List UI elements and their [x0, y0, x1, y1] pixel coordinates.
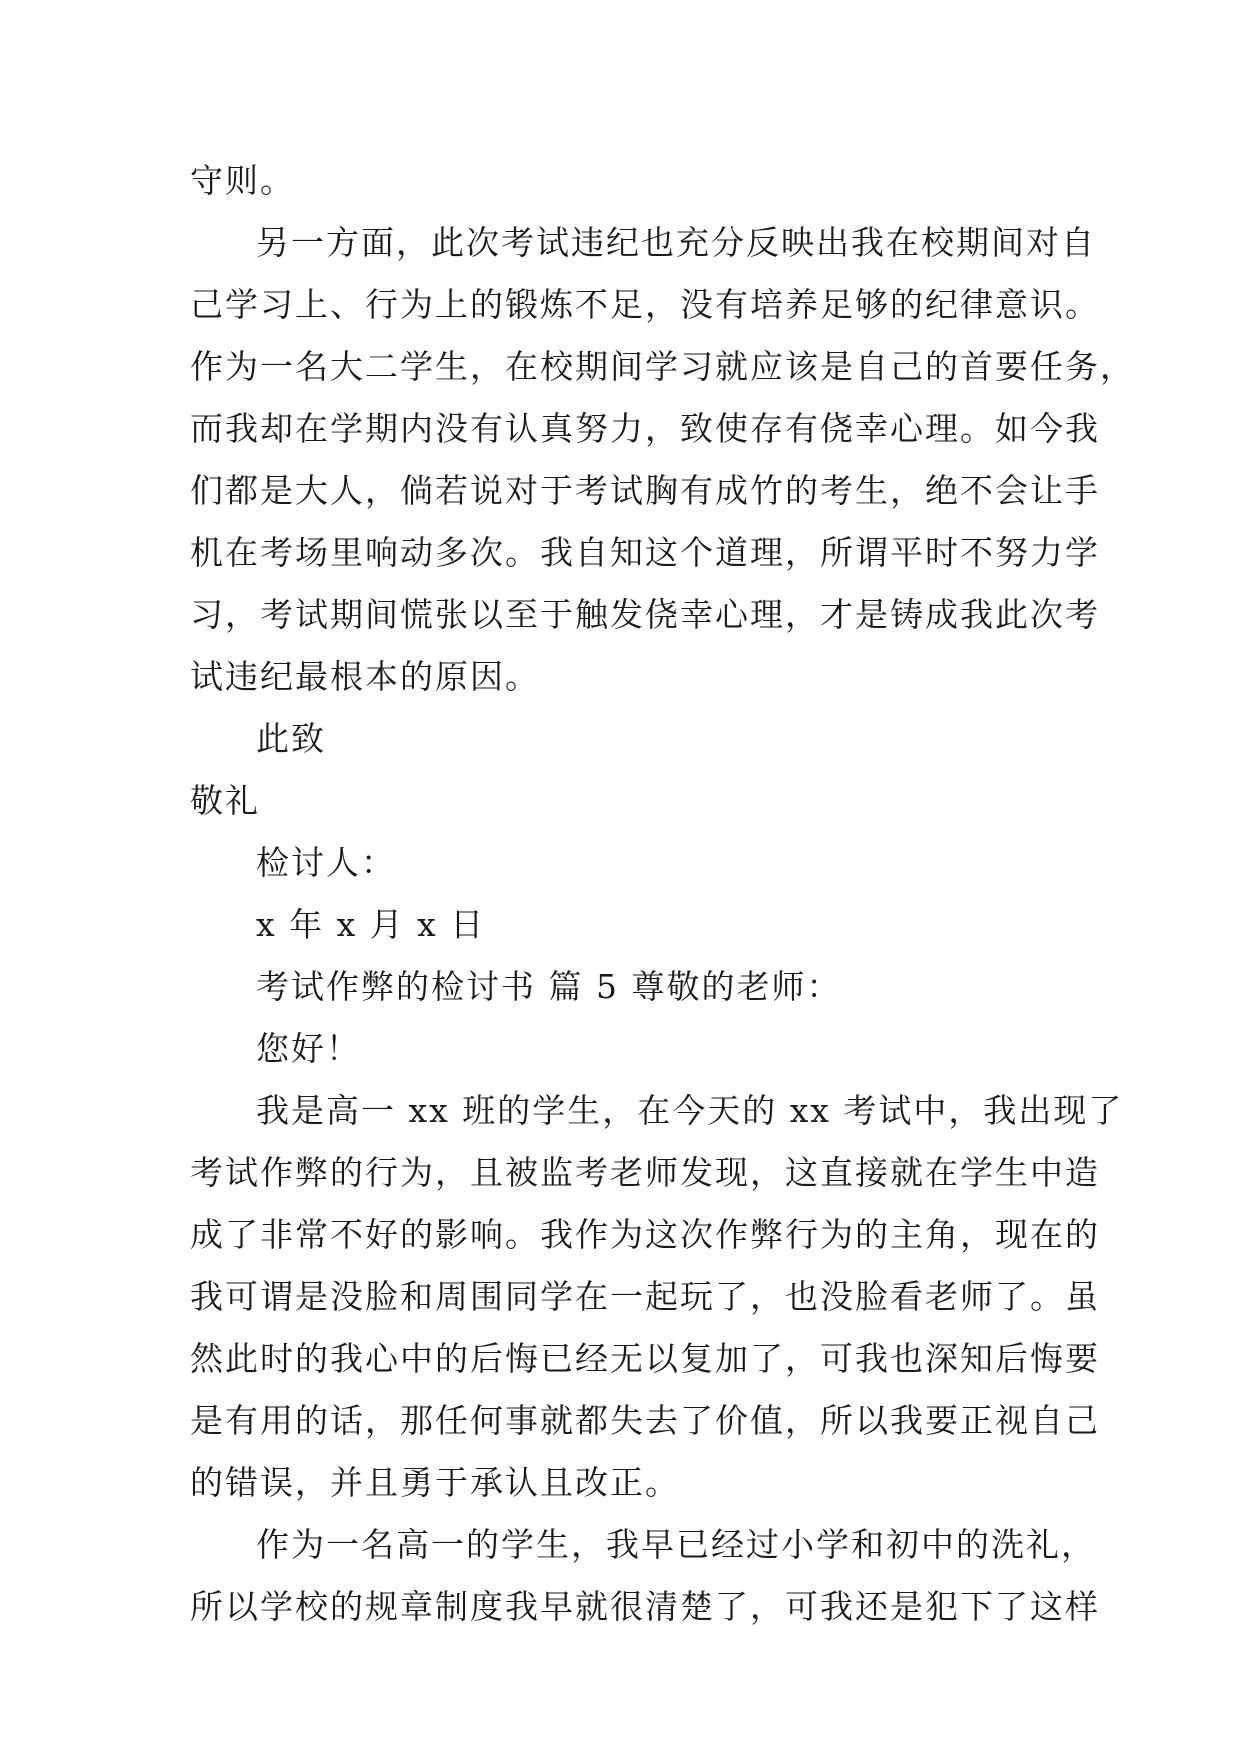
paragraph-line: 然此时的我心中的后悔已经无以复加了，可我也深知后悔要 — [190, 1339, 1100, 1378]
paragraph-line: 的错误，并且勇于承认且改正。 — [190, 1463, 680, 1502]
closing-line: 此致 — [256, 719, 326, 758]
date-line: x 年 x 月 x 日 — [256, 905, 486, 944]
paragraph-line: 己学习上、行为上的锻炼不足，没有培养足够的纪律意识。 — [190, 285, 1100, 324]
greeting-line: 您好！ — [256, 1029, 361, 1068]
closing-salute: 敬礼 — [190, 781, 260, 820]
paragraph-line: 试违纪最根本的原因。 — [190, 657, 540, 696]
paragraph-line: 守则。 — [190, 161, 295, 200]
paragraph-line: 是有用的话，那任何事就都失去了价值，所以我要正视自己 — [190, 1401, 1100, 1440]
paragraph-line: 所以学校的规章制度我早就很清楚了，可我还是犯下了这样 — [190, 1587, 1100, 1626]
paragraph-line: 我可谓是没脸和周围同学在一起玩了，也没脸看老师了。虽 — [190, 1277, 1100, 1316]
paragraph-line: 作为一名大二学生，在校期间学习就应该是自己的首要任务， — [190, 347, 1135, 386]
section-heading: 考试作弊的检讨书 篇 5 尊敬的老师： — [256, 967, 842, 1006]
paragraph-line: 另一方面，此次考试违纪也充分反映出我在校期间对自 — [256, 223, 1096, 262]
paragraph-line: 机在考场里响动多次。我自知这个道理，所谓平时不努力学 — [190, 533, 1100, 572]
paragraph-line: 习，考试期间慌张以至于触发侥幸心理，才是铸成我此次考 — [190, 595, 1100, 634]
paragraph-line: 而我却在学期内没有认真努力，致使存有侥幸心理。如今我 — [190, 409, 1100, 448]
signature-label: 检讨人： — [256, 843, 396, 882]
paragraph-line: 成了非常不好的影响。我作为这次作弊行为的主角，现在的 — [190, 1215, 1100, 1254]
paragraph-line: 作为一名高一的学生，我早已经过小学和初中的洗礼， — [256, 1525, 1096, 1564]
paragraph-line: 我是高一 xx 班的学生，在今天的 xx 考试中，我出现了 — [256, 1091, 1124, 1130]
paragraph-line: 考试作弊的行为，且被监考老师发现，这直接就在学生中造 — [190, 1153, 1100, 1192]
paragraph-line: 们都是大人，倘若说对于考试胸有成竹的考生，绝不会让手 — [190, 471, 1100, 510]
document-body — [190, 150, 1135, 1638]
